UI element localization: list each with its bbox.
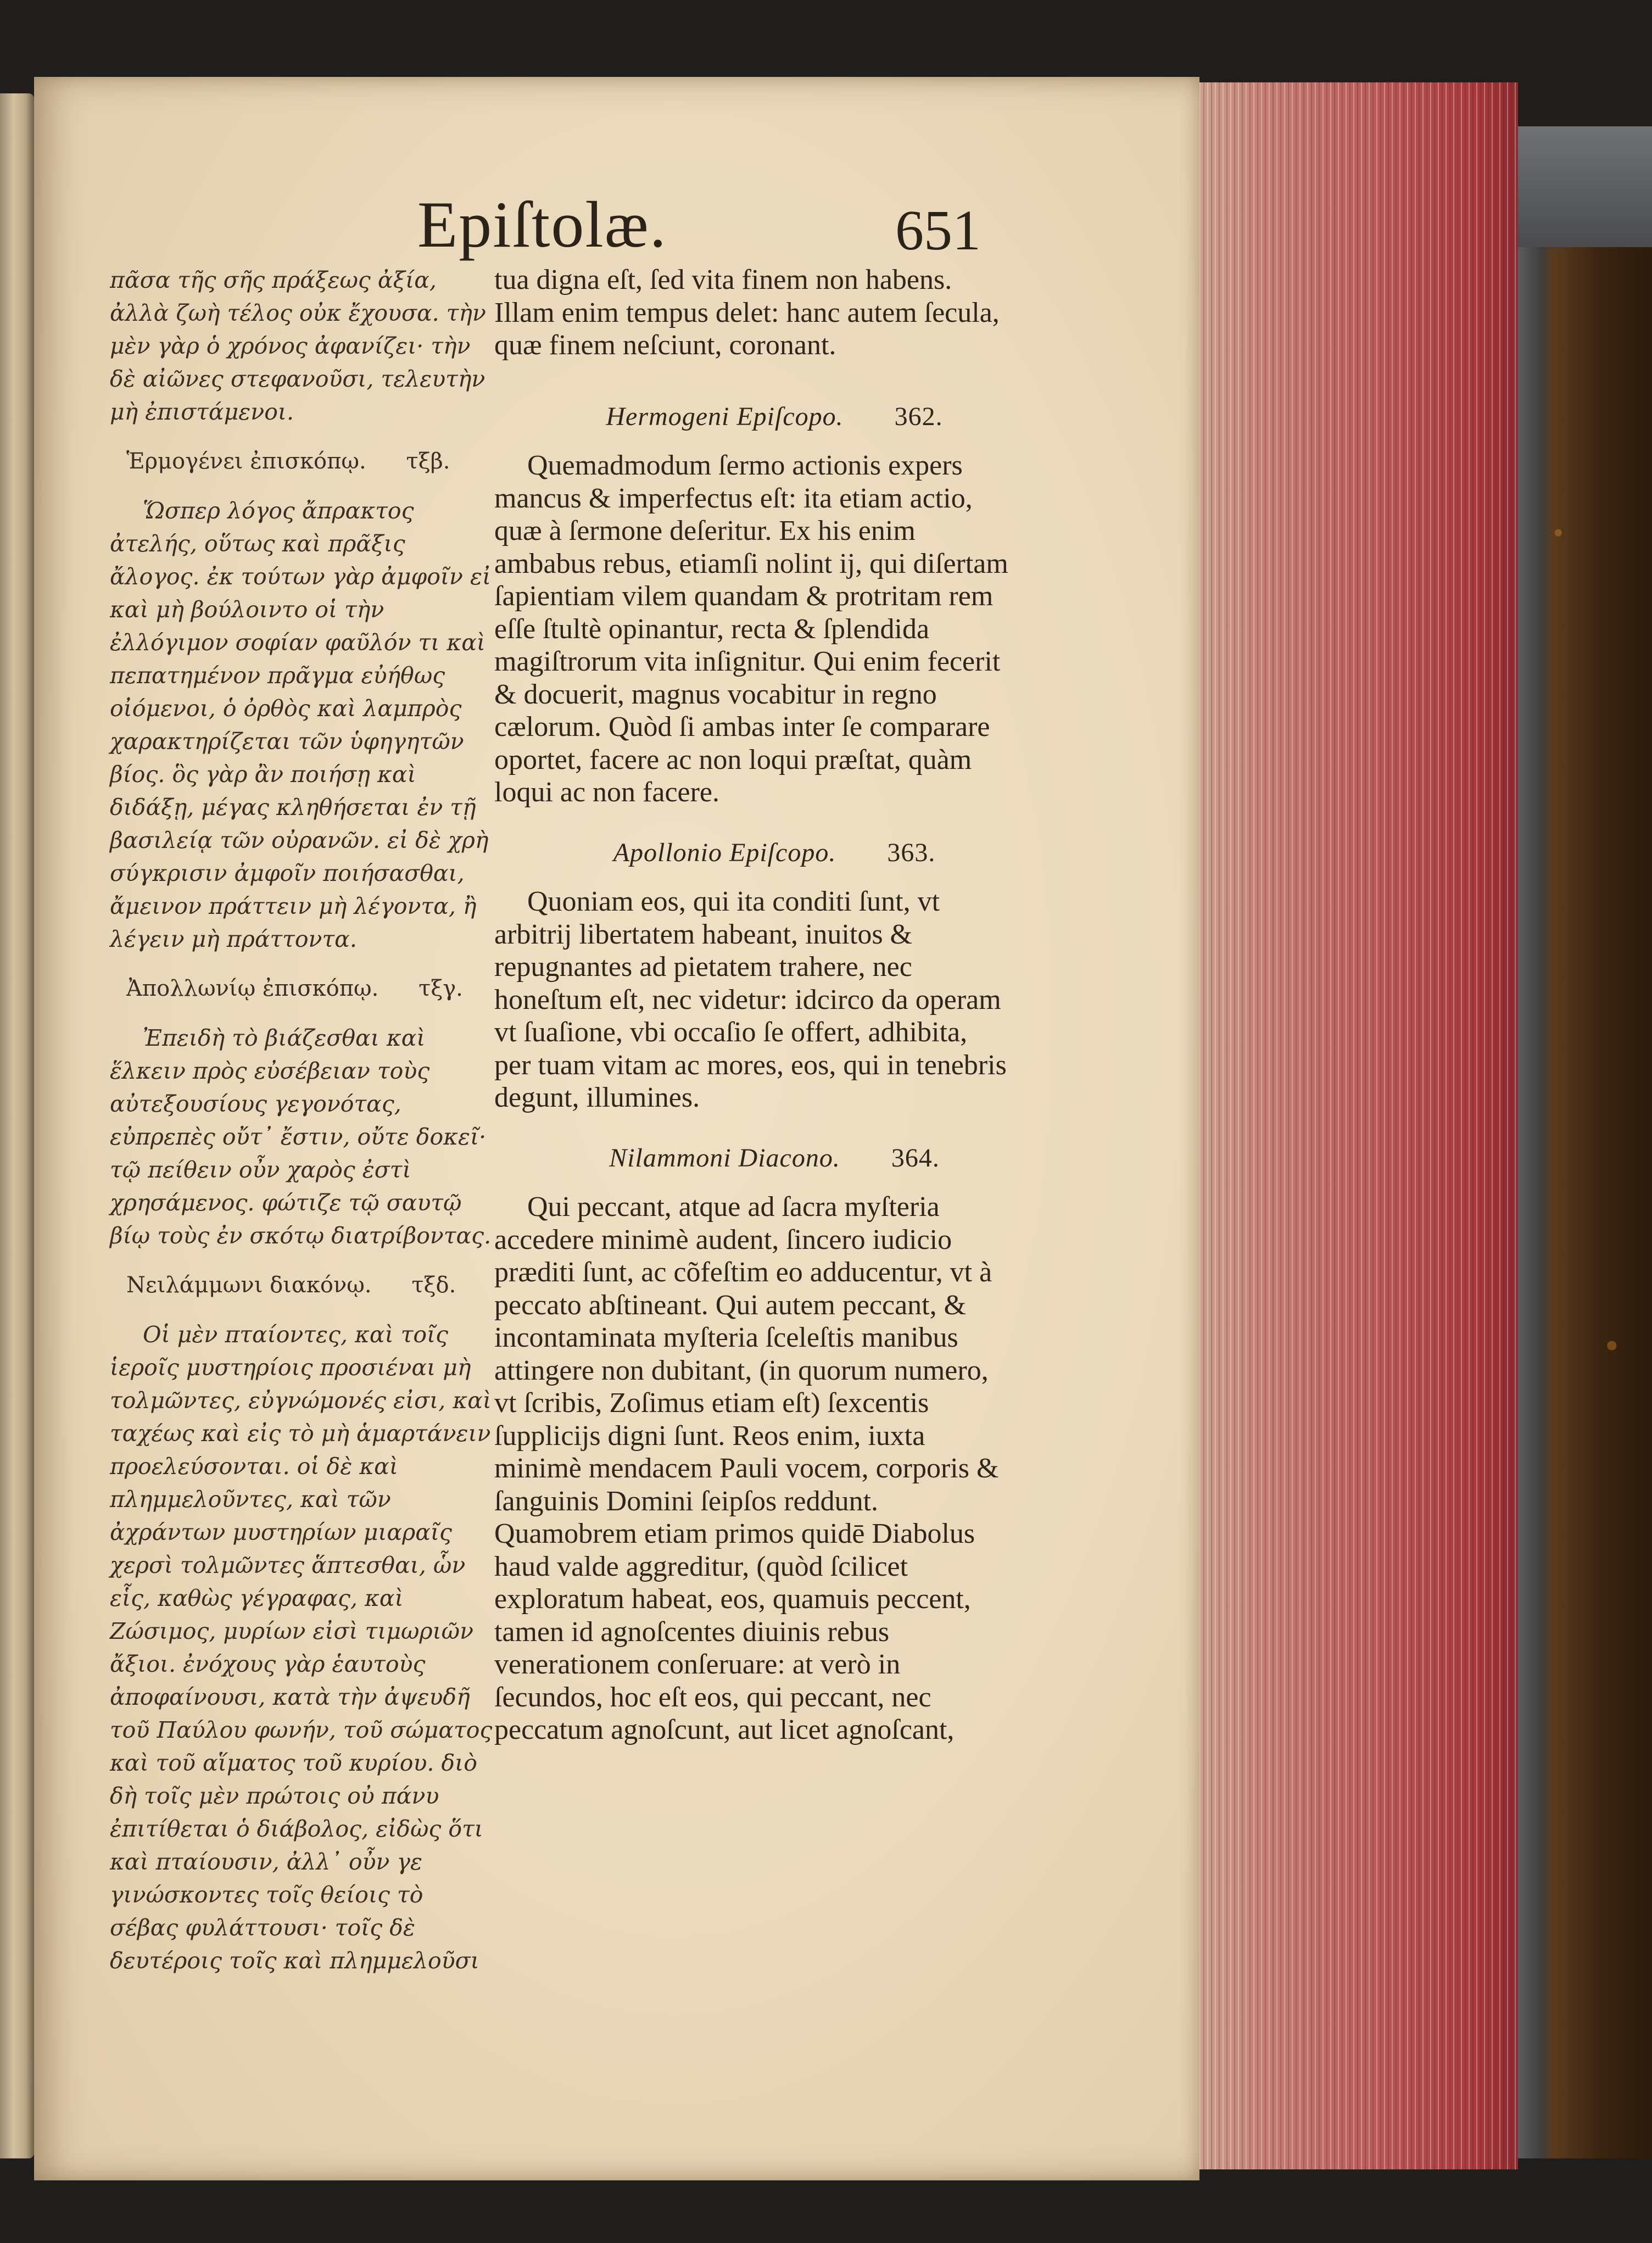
latin-intro-text: tua digna eſt, ſed vita finem non habens. Illam enim tempus delet: hanc autem ſecula, quæ finem neſciunt, coronant.: [494, 264, 1000, 361]
greek-letter-heading: [126, 445, 494, 478]
latin-letter-text: Qui peccant, atque ad ſacra myſteria accedere minimè audent, ſincero iudicio præditi ſunt, ac cõfeſtim eo adducentur, vt à peccato abſtineant. Qui autem peccant, & incontaminata myſteria ſceleſtis manibus attingere non dubitant, (in quorum numero, vt ſcribis, Zoſimus etiam eſt) ſexcentis ſupplicijs digni ſunt. Reos enim, iuxta minimè mendacem Pauli vocem, corporis & ſanguinis Domini ſeipſos reddunt. Quamobrem etiam primos quidē Diabolus haud valde aggreditur, (quòd ſcilicet exploratum habeat, eos, quamuis peccent, tamen id agnoſcentes diuinis rebus venerationem conſeruare: at verò in ſecundos, hoc eſt eos, qui peccant, nec peccatum agnoſcunt, aut licet agnoſcant,: [494, 1191, 999, 1745]
page-block-edges: [1199, 82, 1518, 2169]
book-cover-board: [1518, 126, 1652, 2158]
running-head-title: Epiſtolæ.: [417, 188, 667, 261]
book-cover-corner: [1518, 126, 1652, 247]
greek-intro-text: πᾶσα τῆς σῆς πράξεως ἀξία, ἀλλὰ ζωὴ τέλος οὐκ ἔχουσα. τὴν μὲν γὰρ ὁ χρόνος ἀφανίζει· τὴν δὲ αἰῶνες στεφανοῦσι, τελευτὴν μὴ ἐπιστάμενοι.: [110, 267, 486, 425]
greek-letter-number: τξβ.: [406, 449, 450, 474]
greek-letter-heading: [126, 972, 494, 1005]
greek-letter-text: Οἱ μὲν πταίοντες, καὶ τοῖς ἱεροῖς μυστηρίοις προσιέναι μὴ τολμῶντες, εὐγνώμονές εἰσι, καὶ ταχέως καὶ εἰς τὸ μὴ ἁμαρτάνειν προελεύσονται. οἱ δὲ καὶ πλημμελοῦντες, καὶ τῶν ἀχράντων μυστηρίων μιαραῖς χερσὶ τολμῶντες ἅπτεσθαι, ὧν εἷς, καθὼς γέγραφας, καὶ Ζώσιμος, μυρίων εἰσὶ τιμωριῶν ἄξιοι. ἐνόχους γὰρ ἑαυτοὺς ἀποφαίνουσι, κατὰ τὴν ἀψευδῆ τοῦ Παύλου φωνήν, τοῦ σώματος καὶ τοῦ αἵματος τοῦ κυρίου. διὸ δὴ τοῖς μὲν πρώτοις οὐ πάνυ ἐπιτίθεται ὁ διάβολος, εἰδὼς ὅτι καὶ πταίουσιν, ἀλλ᾽ οὖν γε γινώσκοντες τοῖς θείοις τὸ σέβας φυλάττουσι· τοῖς δὲ δευτέροις τοῖς καὶ πλημμελοῦσι: [110, 1321, 493, 1974]
greek-letter-text: Ἐπειδὴ τὸ βιάζεσθαι καὶ ἕλκειν πρὸς εὐσέβειαν τοὺς αὐτεξουσίους γεγονότας, εὐπρεπὲς οὔτ᾽ ἔστιν, οὔτε δοκεῖ· τῷ πείθειν οὖν χαρὸς ἐστὶ χρησάμενος. φώτιζε τῷ σαυτῷ βίῳ τοὺς ἐν σκότῳ διατρίβοντας.: [110, 1025, 492, 1249]
latin-letter-text: Quoniam eos, qui ita conditi ſunt, vt arbitrij libertatem habeant, inuitos & repugnantes ad pietatem trahere, nec honeſtum eſt, nec videtur: idcirco da operam vt ſuaſione, vbi occaſio ſe offert, adhibita, per tuam vitam ac mores, eos, qui in tenebris degunt, illumines.: [494, 886, 1007, 1113]
latin-column: [494, 264, 1011, 1747]
facing-page-edge: [0, 93, 34, 2158]
latin-letter-text: Quemadmodum ſermo actionis expers mancus & imperfectus eſt: ita etiam actio, quæ à ſermone deſeritur. Ex his enim ambabus rebus, etiamſi nolint ij, qui diſertam ſapientiam vilem quandam & protritam rem eſſe ſtultè opinantur, recta & ſplendida magiſtrorum vita inſignitur. Qui enim fecerit & docuerit, magnus vocabitur in regno cælorum. Quòd ſi ambas inter ſe comparare oportet, facere ac non loqui præſtat, quàm loqui ac non facere.: [494, 450, 1008, 808]
latin-letter-title: Nilammoni Diacono.: [609, 1143, 840, 1173]
greek-letter-heading: [126, 1269, 494, 1302]
latin-letter-heading: [494, 836, 1011, 869]
latin-letter-number: 362.: [894, 401, 943, 431]
greek-letter-text: Ὥσπερ λόγος ἄπρακτος ἀτελής, οὕτως καὶ πρᾶξις ἄλογος. ἐκ τούτων γὰρ ἀμφοῖν εἰ καὶ μὴ βούλοιντο οἱ τὴν ἐλλόγιμον σοφίαν φαῦλόν τι καὶ πεπατημένον πρᾶγμα εὐήθως οἰόμενοι, ὁ ὀρθὸς καὶ λαμπρὸς χαρακτηρίζεται τῶν ὑφηγητῶν βίος. ὃς γὰρ ἂν ποιήσῃ καὶ διδάξῃ, μέγας κληθήσεται ἐν τῇ βασιλείᾳ τῶν οὐρανῶν. εἰ δὲ χρὴ σύγκρισιν ἀμφοῖν ποιήσασθαι, ἄμεινον πράττειν μὴ λέγοντα, ἢ λέγειν μὴ πράττοντα.: [110, 498, 492, 952]
latin-letter-heading: [494, 400, 1011, 433]
latin-letter-title: Apollonio Epiſcopo.: [613, 838, 836, 867]
latin-letter-heading: [494, 1142, 1011, 1175]
greek-letter-title: Νειλάμμωνι διακόνῳ.: [126, 1273, 372, 1298]
page-number: 651: [895, 199, 981, 262]
latin-letter-number: 364.: [891, 1143, 940, 1173]
greek-letter-number: τξδ.: [411, 1273, 456, 1298]
greek-letter-title: Ἀπολλωνίῳ ἐπισκόπῳ.: [126, 976, 379, 1001]
greek-column: [110, 264, 494, 1977]
latin-letter-title: Hermogeni Epiſcopo.: [606, 401, 844, 431]
greek-letter-number: τξγ.: [418, 976, 463, 1001]
greek-letter-title: Ἑρμογένει ἐπισκόπῳ.: [126, 449, 366, 474]
latin-letter-number: 363.: [887, 838, 936, 867]
